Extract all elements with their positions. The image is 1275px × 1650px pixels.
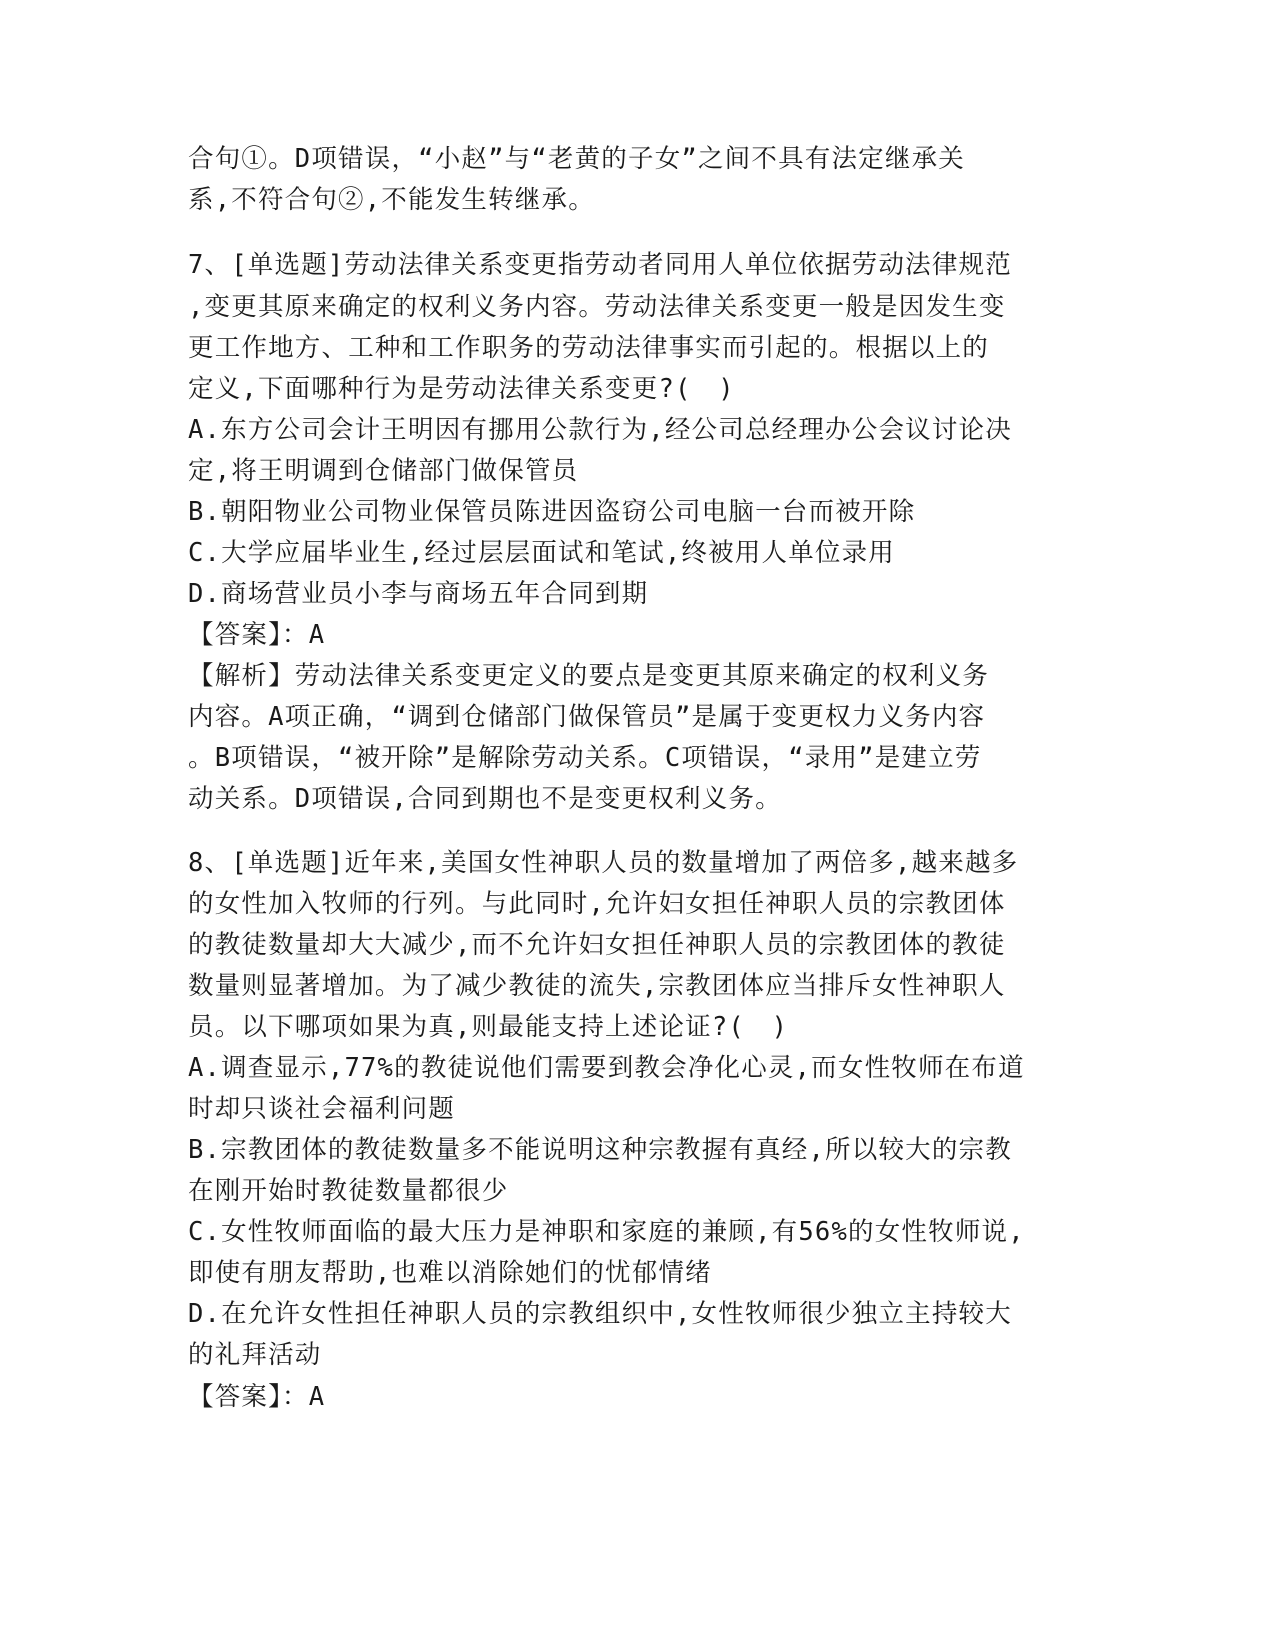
q7-stem-line-4: 定义,下面哪种行为是劳动法律关系变更?( )	[188, 374, 735, 404]
q7-explanation-line-1: 【解析】劳动法律关系变更定义的要点是变更其原来确定的权利义务	[188, 661, 990, 691]
q8-option-a-line-2: 时却只谈社会福利问题	[188, 1094, 456, 1124]
q7-explanation-line-2: 内容。A项正确，“调到仓储部门做保管员”是属于变更权力义务内容	[188, 702, 986, 732]
q8-stem-line-1: 8、[单选题]近年来,美国女性神职人员的数量增加了两倍多,越来越多	[188, 848, 1019, 878]
prev-explanation-line-1: 合句①。D项错误，“小赵”与“老黄的子女”之间不具有法定继承关	[188, 144, 965, 174]
q8-stem-line-3: 的教徒数量却大大减少,而不允许妇女担任神职人员的宗教团体的教徒	[188, 930, 1006, 960]
q8-option-b-line-2: 在刚开始时教徒数量都很少	[188, 1176, 509, 1206]
q7-option-a-line-2: 定,将王明调到仓储部门做保管员	[188, 456, 579, 486]
q7-stem-line-1: 7、[单选题]劳动法律关系变更指劳动者同用人单位依据劳动法律规范	[188, 250, 1012, 280]
q8-option-a-line-1: A.调查显示,77%的教徒说他们需要到教会净化心灵,而女性牧师在布道	[188, 1053, 1025, 1083]
q7-option-b: B.朝阳物业公司物业保管员陈进因盗窃公司电脑一台而被开除	[188, 497, 916, 527]
q8-option-c-line-2: 即使有朋友帮助,也难以消除她们的忧郁情绪	[188, 1258, 712, 1288]
q8-answer: 【答案】：A	[188, 1382, 326, 1412]
q8-option-d-line-1: D.在允许女性担任神职人员的宗教组织中,女性牧师很少独立主持较大	[188, 1299, 1012, 1329]
q7-explanation-line-3: 。B项错误，“被开除”是解除劳动关系。C项错误，“录用”是建立劳	[188, 743, 982, 773]
q8-stem-line-2: 的女性加入牧师的行列。与此同时,允许妇女担任神职人员的宗教团体	[188, 889, 1006, 919]
prev-explanation-line-2: 系,不符合句②,不能发生转继承。	[188, 185, 595, 215]
q8-option-c-line-1: C.女性牧师面临的最大压力是神职和家庭的兼顾,有56%的女性牧师说,	[188, 1217, 1025, 1247]
q7-stem-line-3: 更工作地方、工种和工作职务的劳动法律事实而引起的。根据以上的	[188, 333, 990, 363]
q8-option-b-line-1: B.宗教团体的教徒数量多不能说明这种宗教握有真经,所以较大的宗教	[188, 1135, 1012, 1165]
q8-option-d-line-2: 的礼拜活动	[188, 1340, 322, 1370]
q7-explanation-line-4: 动关系。D项错误,合同到期也不是变更权利义务。	[188, 784, 782, 814]
q8-stem-line-4: 数量则显著增加。为了减少教徒的流失,宗教团体应当排斥女性神职人	[188, 971, 1006, 1001]
q7-answer: 【答案】：A	[188, 620, 326, 650]
q7-stem-line-2: ,变更其原来确定的权利义务内容。劳动法律关系变更一般是因发生变	[188, 292, 1006, 322]
q7-option-a-line-1: A.东方公司会计王明因有挪用公款行为,经公司总经理办公会议讨论决	[188, 415, 1012, 445]
q7-option-d: D.商场营业员小李与商场五年合同到期	[188, 579, 649, 609]
q7-option-c: C.大学应届毕业生,经过层层面试和笔试,终被用人单位录用	[188, 538, 896, 568]
q8-stem-line-5: 员。以下哪项如果为真,则最能支持上述论证?( )	[188, 1012, 789, 1042]
